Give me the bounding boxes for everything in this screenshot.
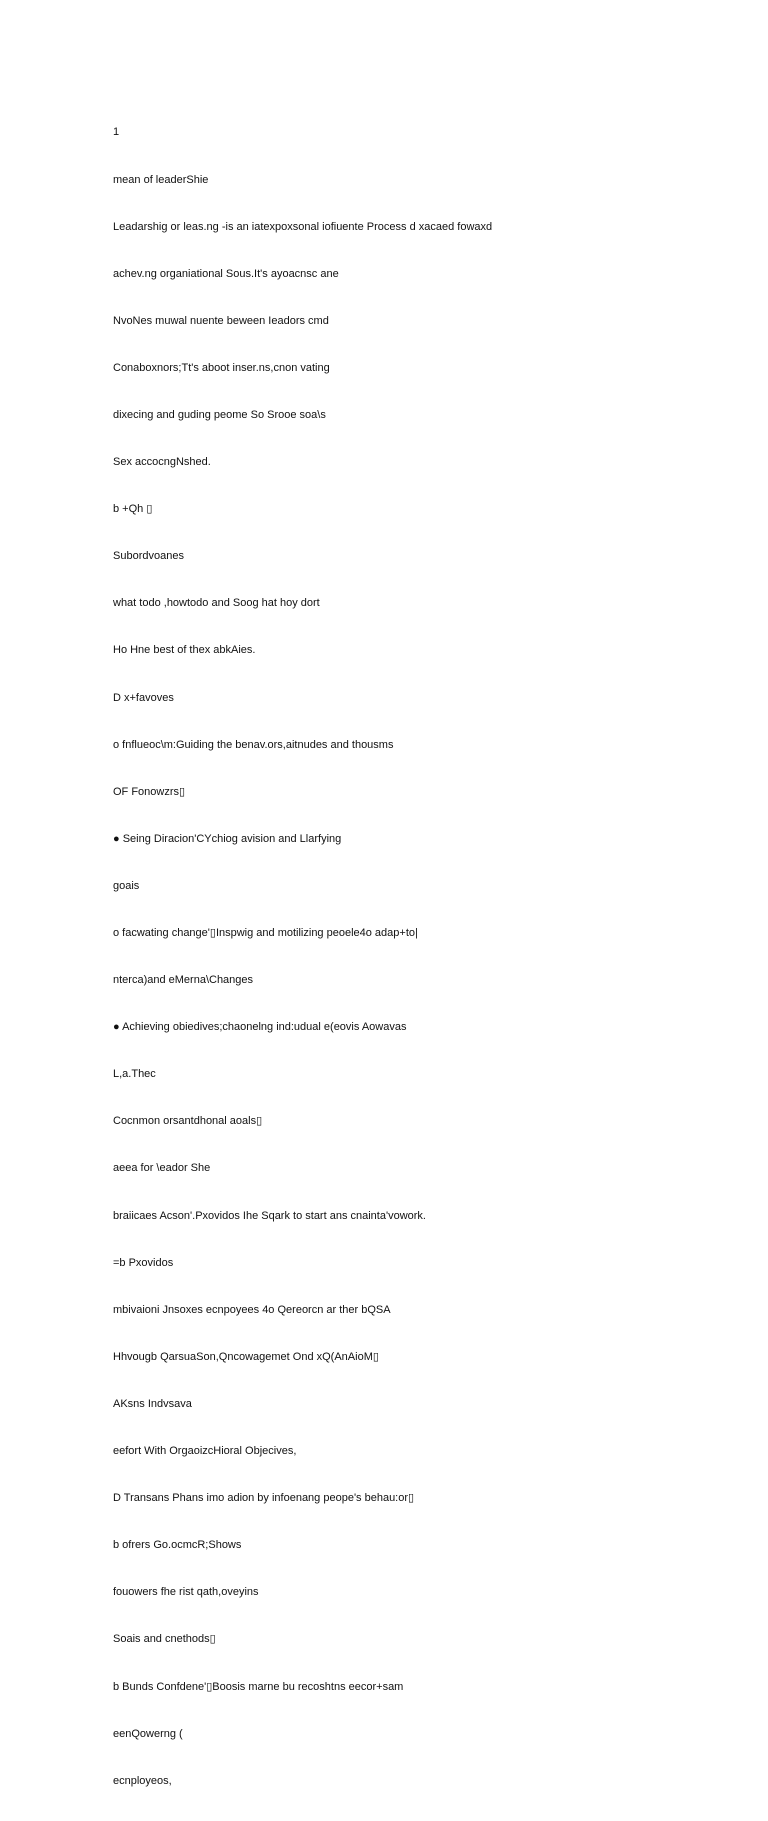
text-line: Ho Hne best of thex abkAies. — [113, 644, 256, 657]
text-line: D Transans Phans imo adion by infoenang peope's behau:or▯ — [113, 1492, 415, 1505]
text-line: aeea for \eador She — [113, 1162, 211, 1175]
text-line: D x+favoves — [113, 691, 174, 704]
text-line: o facwating change'▯Inspwig and motilizing peoele4o adap+to| — [113, 927, 418, 939]
text-line: NvoNes muwal nuente beween Ieadors cmd — [113, 314, 329, 327]
text-line: b ofrers Go.ocmcR;Shows — [113, 1539, 242, 1552]
text-line: mean of leaderShie — [113, 173, 209, 186]
text-line: eenQowerng ( — [113, 1727, 183, 1740]
text-line: braiicaes Acson'.Pxovidos Ihe Sqark to start ans cnainta'vowork. — [113, 1209, 426, 1222]
text-line: Hhvougb QarsuaSon,Qncowagemet Ond xQ(AnAioM▯ — [113, 1350, 379, 1363]
text-line: ecnployeos, — [113, 1774, 172, 1787]
text-line: L,a.Thec — [113, 1068, 156, 1081]
text-line: =b Pxovidos — [113, 1256, 174, 1269]
text-line: Subordvoanes — [113, 550, 184, 563]
text-line: 1 — [113, 126, 120, 139]
text-line: OF Fonowzrs▯ — [113, 785, 186, 798]
text-line: dixecing and guding peome So Srooe soa\s — [113, 408, 326, 421]
text-line: eefort With OrgaoizcHioral Objecives, — [113, 1445, 297, 1458]
text-line: what todo ,howtodo and Soog hat hoy dort — [113, 597, 320, 610]
text-line: AKsns Indvsava — [113, 1397, 192, 1410]
text-line: ● Seing Diracion'CYchiog avision and Llarfying — [113, 832, 342, 845]
text-line: Sex accocngNshed. — [113, 456, 211, 469]
text-line: b +Qh ▯ — [113, 503, 153, 516]
text-line: Leadarshig or leas.ng -is an iatexpoxsonal iofiuente Process d xacaed fowaxd — [113, 220, 493, 233]
text-line: achev.ng organiational Sous.It's ayoacnsc ane — [113, 267, 339, 280]
text-line: Soais and cnethods▯ — [113, 1633, 216, 1646]
text-line: o fnflueoc\m:Guiding the benav.ors,aitnudes and thousms — [113, 738, 394, 751]
text-line: fouowers fhe rist qath,oveyins — [113, 1586, 259, 1599]
text-line: b Bunds Confdene'▯Boosis marne bu recoshtns eecor+sam — [113, 1680, 404, 1693]
text-line: nterca)and eMerna\Changes — [113, 974, 254, 987]
handwritten-notes-ocr-text — [113, 94, 713, 1821]
text-line: mbivaioni Jnsoxes ecnpoyees 4o Qereorcn ar ther bQSA — [113, 1303, 391, 1316]
text-line: Conaboxnors;Tt's aboot inser.ns,cnon vating — [113, 361, 330, 374]
text-line: Cocnmon orsantdhonal aoals▯ — [113, 1115, 263, 1128]
text-line: ● Achieving obiedives;chaonelng ind:udual e(eovis Aowavas — [113, 1021, 407, 1034]
text-line: goais — [113, 879, 140, 892]
